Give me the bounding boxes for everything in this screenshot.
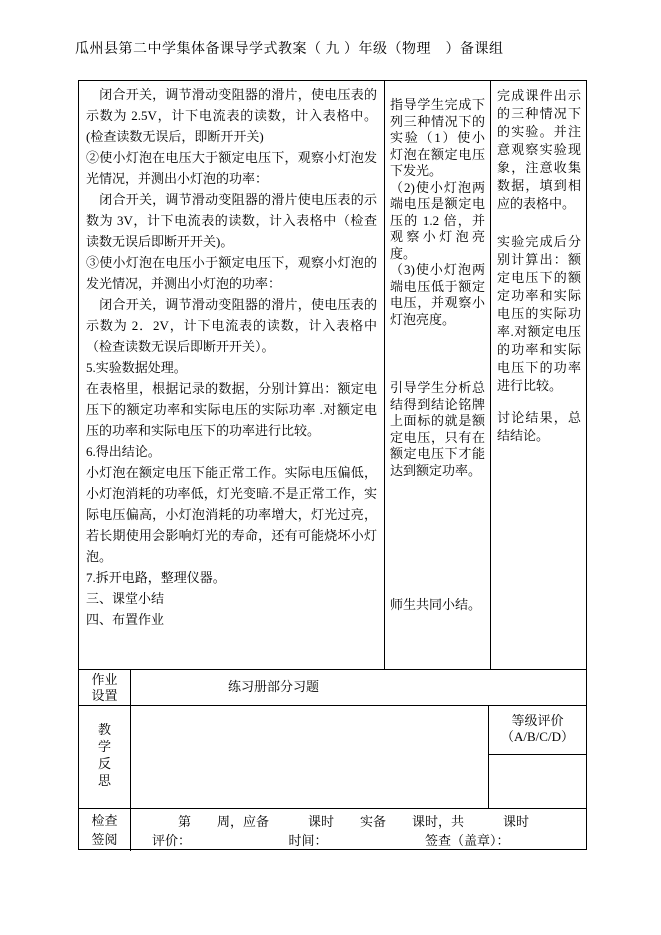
homework-label-line1: 作业: [91, 672, 118, 687]
paragraph: ②使小灯泡在电压大于额定电压下，观察小灯泡发光情况，并测出小灯泡的功率：: [86, 150, 377, 186]
teacher-guidance-cell: [385, 81, 491, 669]
document-title: 瓜州县第二中学集体备课导学式教案（ 九 ）年级（物理 ）备课组: [75, 42, 504, 57]
reflection-label-cell: [79, 706, 131, 808]
check-label-line2: 签阅: [91, 832, 118, 847]
paragraph: 闭合开关，调节滑动变阻器的滑片，使电压表的示数为 2.5V，计下电流表的读数，计入表格中。(检查读数无误后，即断开开关): [86, 87, 377, 144]
paragraph: 小灯泡在额定电压下能正常工作。实际电压偏低，小灯泡消耗的功率低，灯光变暗.不是正常工作，实际电压偏高，小灯泡消耗的功率增大，灯光过亮，若长期使用会影响灯光的寿命，还有可能烧坏小灯泡。: [86, 465, 377, 564]
reflection-label-char3: 反: [97, 756, 111, 771]
homework-label-line2: 设置: [91, 688, 118, 703]
homework-content-cell: [131, 670, 586, 705]
paragraph: 6.得出结论。: [86, 444, 161, 459]
paragraph: 四、布置作业: [86, 612, 165, 627]
paragraph: 讨论结果，总结结论。: [497, 410, 581, 443]
check-content-line2: 评价： 时间： 签查（盖章）：: [139, 833, 510, 848]
lesson-plan-table: [78, 80, 587, 850]
paragraph: 实验完成后分别计算出：额定电压下的额定功率和实际电压的实际功率.对额定电压的功率和实际电压下的功率进行比较。: [497, 234, 581, 393]
grade-rating-line2: （A/B/C/D）: [501, 729, 574, 744]
grade-rating-line1: 等级评价: [511, 713, 564, 728]
reflection-label-char4: 思: [97, 773, 111, 788]
check-content-cell: [131, 809, 586, 851]
paragraph: （2)使小灯泡两端电压是额定电压的 1.2 倍，并观察小灯泡亮度。: [390, 179, 485, 261]
homework-row: [79, 670, 586, 706]
paragraph: 指导学生完成下列三种情况下的实验（1）使小灯泡在额定电压下发光。: [390, 97, 485, 178]
paragraph: 三、课堂小结: [86, 591, 165, 606]
reflection-content-cell: [131, 706, 489, 808]
check-content-line1: 第 周，应备 课时 实备 课时，共 课时: [139, 814, 530, 829]
grade-rating-area: [489, 706, 586, 808]
paragraph: 5.实验数据处理。: [86, 360, 187, 375]
homework-label-cell: [79, 670, 131, 705]
main-content-row: [79, 81, 586, 670]
paragraph: 闭合开关，调节滑动变阻器的滑片使电压表的示数为 3V，计下电流表的读数，计入表格中（检查读数无误后即断开开关)。: [86, 192, 377, 249]
student-activity-cell: [491, 81, 586, 669]
paragraph: ③使小灯泡在电压小于额定电压下，观察小灯泡的发光情况，并测出小灯泡的功率：: [86, 255, 377, 291]
teaching-process-cell: [79, 81, 385, 669]
reflection-row: [79, 706, 586, 809]
paragraph: 7.拆开电路，整理仪器。: [86, 570, 226, 585]
paragraph: 引导学生分析总结得到结论铭牌上面标的就是额定电压，只有在额定电压下才能达到额定功率。: [390, 380, 485, 478]
reflection-label-char1: 教: [97, 722, 111, 737]
paragraph: 在表格里，根据记录的数据，分别计算出：额定电压下的额定功率和实际电压的实际功率 .对额定电压的功率和实际电压下的功率进行比较。: [86, 381, 377, 438]
paragraph: 完成课件出示的三种情况下的实验。并注意观察实验现象，注意收集数据，填到相应的表格中。: [497, 88, 581, 211]
grade-rating-empty-cell: [489, 755, 586, 808]
homework-content-text: 练习册部分习题: [228, 679, 320, 694]
check-label-cell: [79, 809, 131, 851]
check-signoff-row: [79, 809, 586, 851]
paragraph: 师生共同小结。: [390, 597, 482, 612]
paragraph: 闭合开关，调节滑动变阻器的滑片，使电压表的示数为 2．2V，计下电流表的读数，计入表格中（检查读数无误后即断开开关）。: [86, 297, 377, 354]
check-label-line1: 检查: [91, 813, 118, 828]
grade-rating-cell: [489, 706, 586, 755]
paragraph: （3)使小灯泡两端电压低于额定电压，并观察小灯泡亮度。: [390, 262, 485, 327]
reflection-label-char2: 学: [97, 739, 111, 754]
